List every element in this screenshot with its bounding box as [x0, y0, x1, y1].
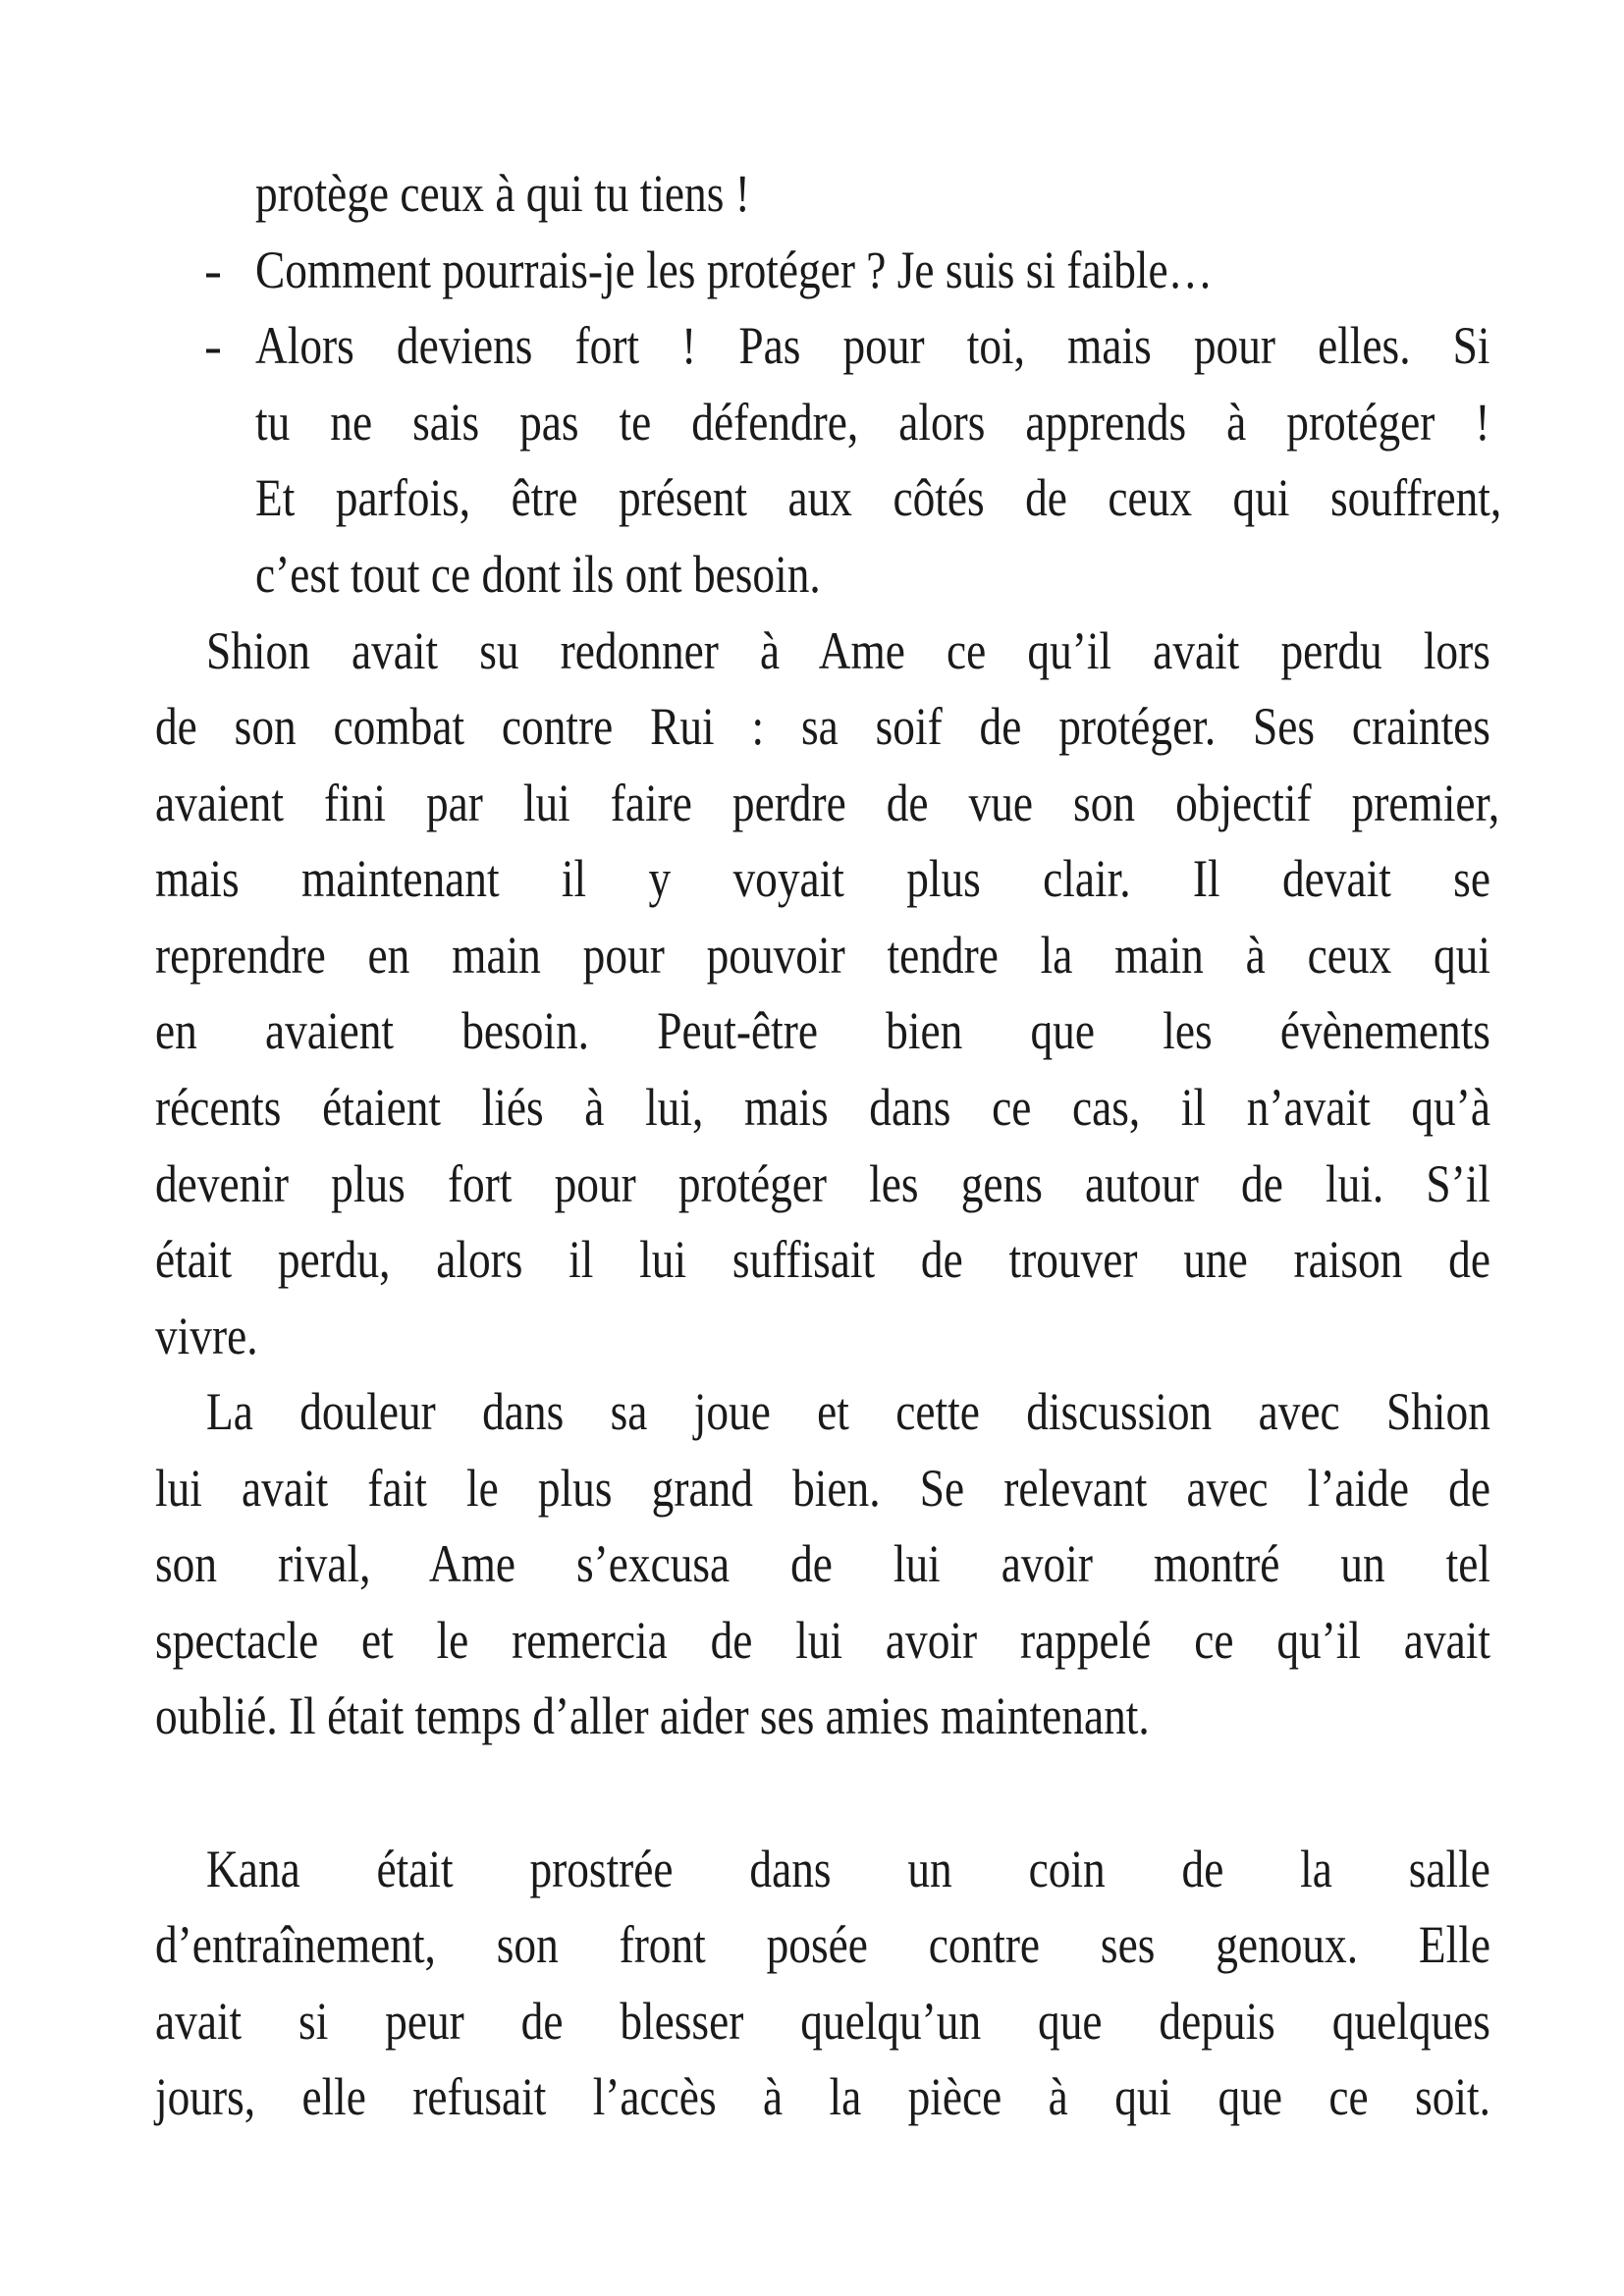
- dialogue-line: c’est tout ce dont ils ont besoin.: [255, 545, 821, 604]
- paragraph-line: son rival, Ame s’excusa de lui avoir montré un tel: [155, 1534, 1490, 1593]
- paragraph-line: lui avait fait le plus grand bien. Se relevant avec l’aide de: [155, 1459, 1490, 1518]
- dialogue-line: protège ceux à qui tu tiens !: [255, 164, 750, 223]
- paragraph-line: devenir plus fort pour protéger les gens autour de lui. S’il: [155, 1154, 1490, 1213]
- paragraph-line: mais maintenant il y voyait plus clair. Il devait se: [155, 849, 1490, 908]
- paragraph-line: La douleur dans sa joue et cette discussion avec Shion: [206, 1382, 1490, 1441]
- paragraph-line: jours, elle refusait l’accès à la pièce à qui que ce soit.: [155, 2067, 1490, 2126]
- paragraph-line: Shion avait su redonner à Ame ce qu’il avait perdu lors: [206, 621, 1490, 680]
- paragraph-line: oublié. Il était temps d’aller aider ses amies maintenant.: [155, 1686, 1150, 1745]
- paragraph-line: de son combat contre Rui : sa soif de protéger. Ses craintes: [155, 697, 1490, 756]
- paragraph-line: était perdu, alors il lui suffisait de trouver une raison de: [155, 1230, 1490, 1289]
- dialogue-dash: -: [204, 240, 222, 299]
- dialogue-line: tu ne sais pas te défendre, alors apprends à protéger !: [255, 393, 1490, 452]
- paragraph-line: avaient fini par lui faire perdre de vue son objectif premier,: [155, 774, 1500, 832]
- paragraph-line: Kana était prostrée dans un coin de la salle: [206, 1840, 1490, 1898]
- dialogue-line: Comment pourrais-je les protéger ? Je suis si faible…: [255, 240, 1214, 299]
- paragraph-line: en avaient besoin. Peut-être bien que les évènements: [155, 1001, 1490, 1060]
- dialogue-line: Et parfois, être présent aux côtés de ceux qui souffrent,: [255, 468, 1502, 527]
- dialogue-line: Alors deviens fort ! Pas pour toi, mais pour elles. Si: [255, 316, 1490, 375]
- dialogue-dash: -: [204, 316, 222, 375]
- paragraph-line: d’entraînement, son front posée contre ses genoux. Elle: [155, 1915, 1490, 1974]
- paragraph-line: avait si peur de blesser quelqu’un que depuis quelques: [155, 1992, 1490, 2051]
- paragraph-line: reprendre en main pour pouvoir tendre la main à ceux qui: [155, 926, 1490, 985]
- paragraph-line: vivre.: [155, 1307, 258, 1365]
- paragraph-line: récents étaient liés à lui, mais dans ce cas, il n’avait qu’à: [155, 1078, 1490, 1137]
- paragraph-line: spectacle et le remercia de lui avoir rappelé ce qu’il avait: [155, 1611, 1490, 1670]
